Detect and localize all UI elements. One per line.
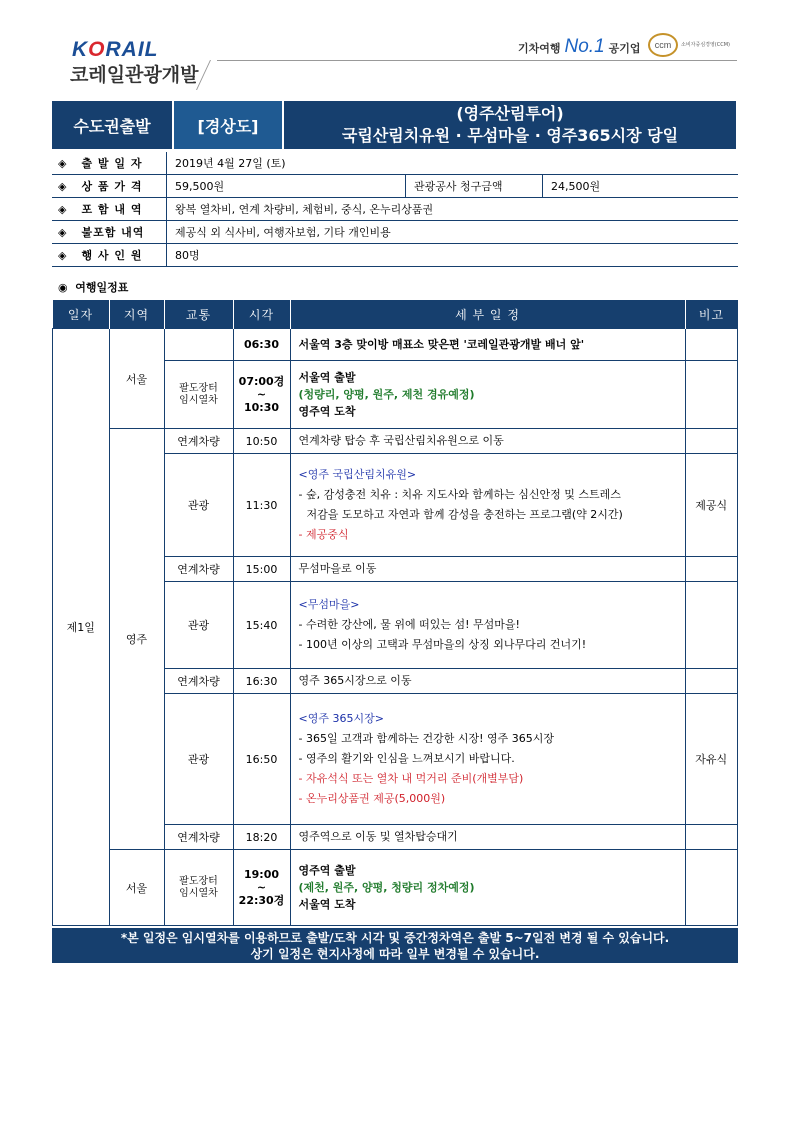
info-row-price: ◈ 상 품 가 격 59,500원 관광공사 청구금액 24,500원: [52, 175, 738, 198]
ccm-badge: ccm 소비자중심경영(CCM): [648, 33, 736, 57]
no1-tagline: 기차여행 No.1 공기업: [518, 36, 641, 57]
ccm-icon: ccm: [648, 33, 678, 57]
day-cell: 제1일: [53, 329, 110, 926]
company-name: 코레일관광개발: [70, 64, 199, 86]
schedule-table: [52, 300, 738, 926]
korail-logo: KORAIL: [72, 38, 159, 61]
table-row: 연계차량 15:00 무섬마을로 이동: [53, 557, 738, 582]
info-row-people: ◈ 행 사 인 원 80명: [52, 244, 738, 267]
table-row: 팔도장터 임시열차 07:00경 ~ 10:30 서울역 출발 (청량리, 양평, 원주, 제천 경유예정) 영주역 도착: [53, 361, 738, 429]
table-row: 연계차량 18:20 영주역으로 이동 및 열차탑승대기: [53, 825, 738, 850]
info-row-included: ◈ 포 함 내 역 왕복 열차비, 연계 차량비, 체험비, 중식, 온누리상품권: [52, 198, 738, 221]
info-row-excluded: ◈ 불포함 내역 제공식 외 식사비, 여행자보험, 기타 개인비용: [52, 221, 738, 244]
destination-region: [경상도]: [173, 101, 283, 149]
tour-title-bar: [52, 101, 738, 149]
region-cell: 서울: [109, 329, 164, 429]
departure-region: 수도권출발: [52, 101, 173, 149]
table-row: 제1일 서울 06:30 서울역 3층 맞이방 매표소 맞은편 '코레일관광개발 배너 앞': [53, 329, 738, 361]
region-cell: 영주: [109, 429, 164, 850]
info-row-date: ◈ 출 발 일 자 2019년 4월 27일 (토): [52, 152, 738, 175]
schedule-heading: ◉ 여행일정표: [58, 281, 129, 294]
table-row: 관광 15:40 <무섬마을> - 수려한 강산에, 물 위에 떠있는 섬! 무섬마을! - 100년 이상의 고택과 무섬마을의 상징 외나무다리 건너기!: [53, 582, 738, 669]
schedule-header-row: 일자 지역 교통 시각 세 부 일 정 비고: [53, 300, 738, 329]
tour-title: (영주산림투어) 국립산림치유원 · 무섬마을 · 영주365시장 당일: [283, 101, 737, 149]
region-cell: 서울: [109, 850, 164, 926]
schedule-notice: *본 일정은 임시열차를 이용하므로 출발/도착 시각 및 중간정차역은 출발 5~7일전 변경 될 수 있습니다. 상기 일정은 현지사정에 따라 일부 변경될 수 있습니다.: [52, 928, 738, 963]
table-row: 관광 16:50 <영주 365시장> - 365일 고객과 함께하는 건강한 시장! 영주 365시장 - 영주의 활기와 인심을 느껴보시기 바랍니다. - 자유석식 또는 열차 내 먹거리 준비(개별부담) - 온누리상품권 제공(5,000원) 자유식: [53, 694, 738, 825]
table-row: 영주 연계차량 10:50 연계차량 탑승 후 국립산림치유원으로 이동: [53, 429, 738, 454]
header-rule: [217, 60, 737, 61]
table-row: 관광 11:30 <영주 국립산림치유원> - 숲, 감성충전 치유 : 치유 지도사와 함께하는 심신안정 및 스트레스 저감을 도모하고 자연과 함께 감성을 충전하는 프로그램(약 2시간) - 제공중식 제공식: [53, 454, 738, 557]
table-row: 서울 팔도장터 임시열차 19:00 ~ 22:30경 영주역 출발 (제천, 원주, 양평, 청량리 정차예정) 서울역 도착: [53, 850, 738, 926]
tour-info-table: [52, 152, 738, 267]
page-header: [0, 0, 794, 95]
table-row: 연계차량 16:30 영주 365시장으로 이동: [53, 669, 738, 694]
